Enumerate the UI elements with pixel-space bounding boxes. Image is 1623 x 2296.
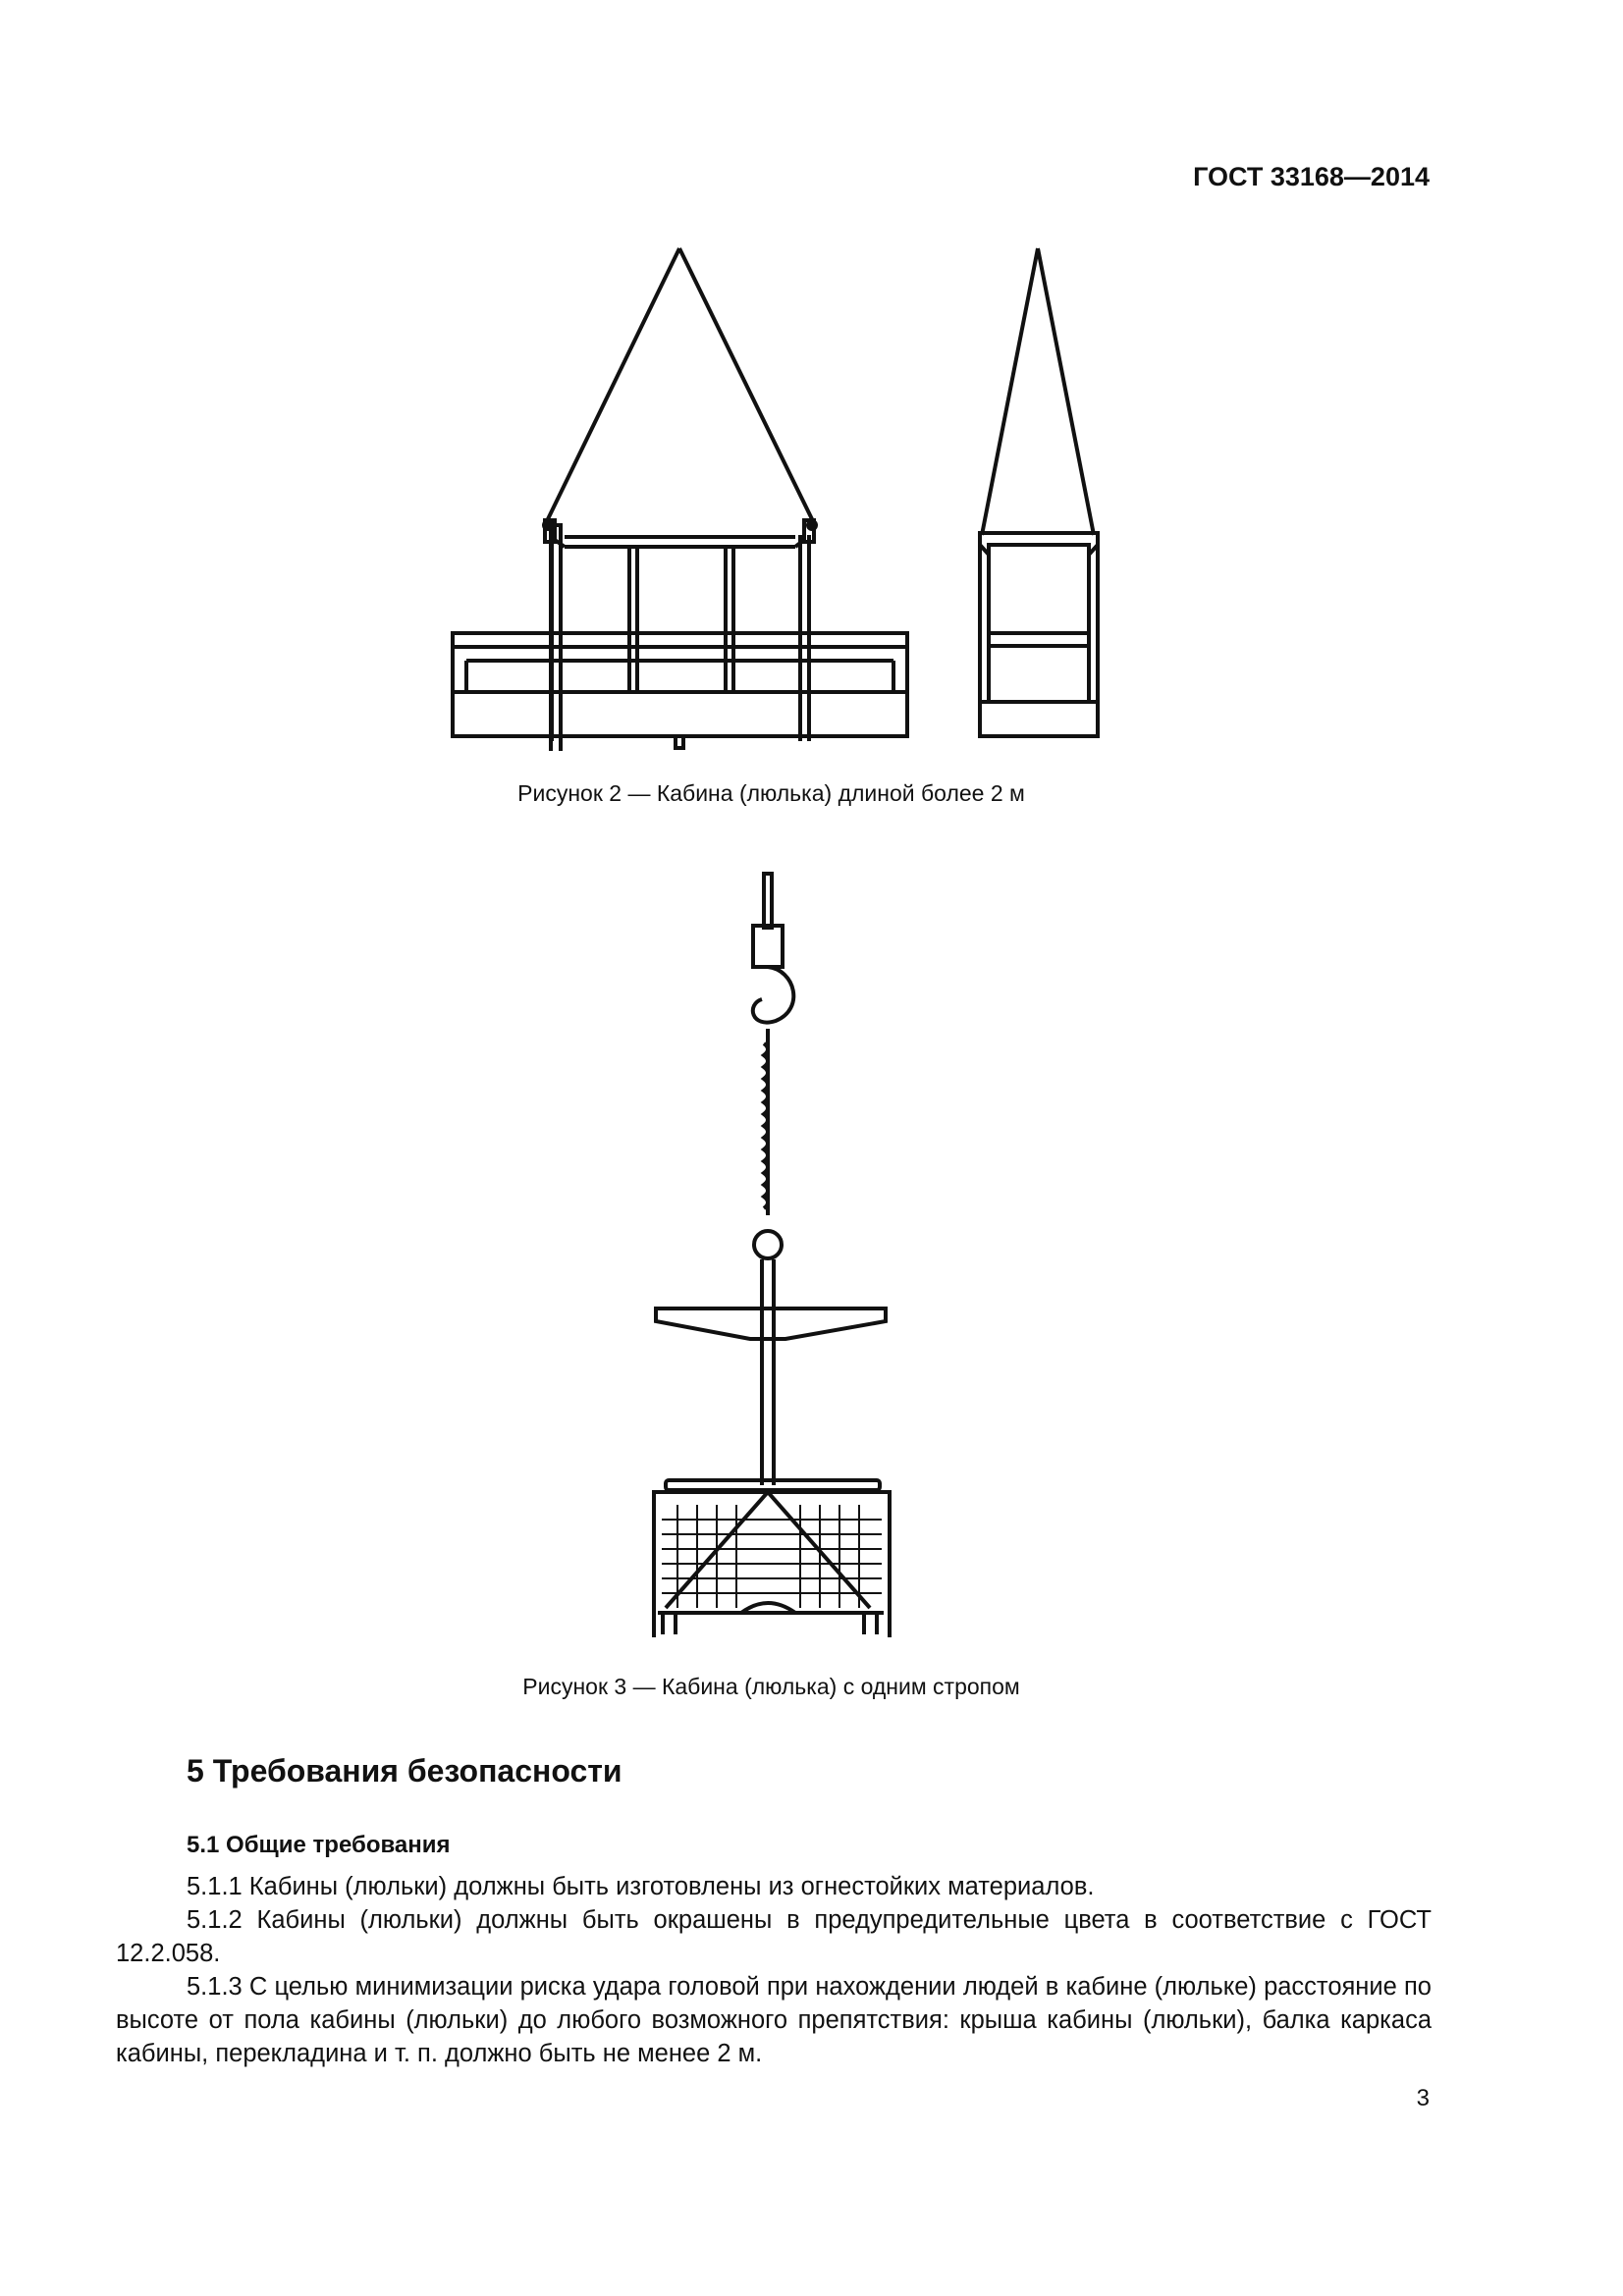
sling-right [679, 248, 815, 525]
paragraph-5-1-3: 5.1.3 С целью минимизации риска удара головой при нахождении людей в кабине (люльке) расстояние по высоте от пола кабины (люльки) до любого возможного препятствия: крыша кабины (люльки), балка каркаса кабины, перекладина и т. п. должно быть не менее 2 м. [116, 1973, 1432, 2067]
sling-left [982, 248, 1038, 535]
subsection-title: 5.1 Общие требования [187, 1832, 451, 1858]
hook-icon [753, 967, 793, 1023]
crane-rope [764, 874, 772, 928]
hook-block [753, 926, 783, 967]
cage-mesh [662, 1505, 882, 1608]
paragraph-5-1-1: 5.1.1 Кабины (люльки) должны быть изготовлены из огнестойких материалов. [187, 1873, 1095, 1900]
document-number: ГОСТ 33168—2014 [1193, 162, 1430, 191]
page-number: 3 [1416, 2085, 1430, 2111]
figure-2-front-view [447, 240, 928, 751]
figure-3-single-sling-cabin [648, 872, 903, 1637]
figure-2-side-view [975, 240, 1103, 751]
sling-right [1038, 248, 1094, 535]
figure-2-caption: Рисунок 2 — Кабина (люлька) длиной более 2 м [517, 780, 1025, 806]
floor-base [453, 692, 907, 736]
figure-3-caption: Рисунок 3 — Кабина (люлька) с одним стропом [522, 1674, 1020, 1699]
upper-rail [453, 633, 907, 647]
paragraph-5-1-2: 5.1.2 Кабины (люльки) должны быть окрашены в предупредительные цвета в соответствие с ГОСТ 12.2.058. [116, 1906, 1432, 1967]
crossbar [656, 1308, 886, 1339]
lifting-ring [754, 1231, 782, 1258]
sling-left [545, 248, 679, 525]
section-title: 5 Требования безопасности [187, 1753, 622, 1789]
